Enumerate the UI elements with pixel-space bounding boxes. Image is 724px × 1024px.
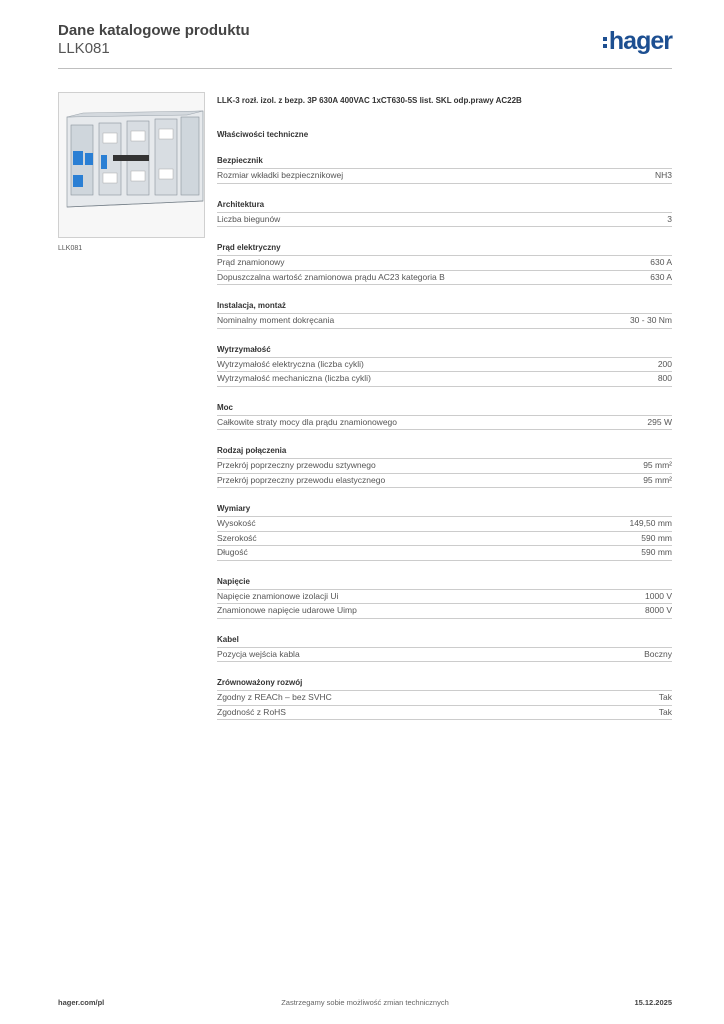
spec-group <box>217 243 672 285</box>
spec-group-title: Zrównoważony rozwój <box>217 678 672 691</box>
spec-row <box>217 474 672 489</box>
spec-label: Zgodność z RoHS <box>217 706 286 717</box>
spec-group <box>217 446 672 488</box>
spec-row <box>217 213 672 228</box>
spec-row <box>217 459 672 474</box>
spec-value: 630 A <box>650 257 672 267</box>
spec-group-title: Bezpiecznik <box>217 156 672 169</box>
logo-colon-icon <box>603 37 607 48</box>
spec-value: 200 <box>657 358 672 369</box>
spec-group-title: Prąd elektryczny <box>217 243 672 256</box>
spec-row <box>217 169 672 184</box>
spec-label: Napięcie znamionowe izolacji Ui <box>217 590 339 601</box>
properties-heading: Właściwości techniczne <box>217 130 309 139</box>
footer-website: hager.com/pl <box>58 998 105 1007</box>
spec-label: Pozycja wejścia kabla <box>217 648 300 659</box>
spec-value: 3 <box>667 213 672 224</box>
spec-row <box>217 648 672 663</box>
spec-row <box>217 416 672 431</box>
spec-group-title: Moc <box>217 403 672 416</box>
spec-row <box>217 314 672 329</box>
product-specs <box>217 96 672 720</box>
spec-row <box>217 691 672 706</box>
product-description: LLK-3 rozł. izol. z bezp. 3P 630A 400VAC 1xCT630-5S list. SKL odp.prawy AC22B <box>217 96 522 105</box>
spec-row <box>217 517 672 532</box>
document-title: Dane katalogowe produktu <box>58 22 250 39</box>
spec-value: 30 - 30 Nm <box>629 315 672 325</box>
spec-label: Przekrój poprzeczny przewodu sztywnego <box>217 460 376 470</box>
spec-row <box>217 546 672 561</box>
spec-label: Rozmiar wkładki bezpiecznikowej <box>217 170 344 180</box>
image-caption: LLK081 <box>58 245 83 252</box>
spec-label: Liczba biegunów <box>217 213 281 224</box>
spec-group <box>217 156 672 184</box>
spec-group-title: Kabel <box>217 635 672 648</box>
spec-value: 630 A <box>650 271 672 282</box>
spec-value: 95 mm² <box>643 474 672 485</box>
spec-value: 8000 V <box>645 605 672 615</box>
spec-group-title: Wytrzymałość <box>217 345 672 358</box>
spec-value: 149,50 mm <box>629 518 672 528</box>
spec-label: Prąd znamionowy <box>217 257 285 267</box>
product-code: LLK081 <box>58 40 110 57</box>
spec-group <box>217 577 672 619</box>
spec-group <box>217 504 672 561</box>
spec-row <box>217 271 672 286</box>
spec-label: Dopuszczalna wartość znamionowa prądu AC23 kategoria B <box>217 271 445 282</box>
spec-row <box>217 590 672 605</box>
footer-disclaimer: Zastrzegamy sobie możliwość zmian technicznych <box>281 998 449 1007</box>
spec-group <box>217 678 672 720</box>
spec-group-title: Wymiary <box>217 504 672 517</box>
spec-row <box>217 706 672 721</box>
spec-row <box>217 358 672 373</box>
spec-group <box>217 635 672 663</box>
spec-value: 295 W <box>647 416 672 427</box>
spec-value: NH3 <box>654 170 672 180</box>
spec-label: Wytrzymałość mechaniczna (liczba cykli) <box>217 373 371 383</box>
header-divider <box>58 68 672 69</box>
spec-group <box>217 200 672 228</box>
spec-group <box>217 403 672 431</box>
spec-value: Boczny <box>644 648 672 659</box>
spec-label: Nominalny moment dokręcania <box>217 315 335 325</box>
spec-group <box>217 345 672 387</box>
footer-date: 15.12.2025 <box>634 998 672 1007</box>
spec-value: 590 mm <box>641 547 672 557</box>
spec-row <box>217 256 672 271</box>
spec-label: Całkowite straty mocy dla prądu znamionowego <box>217 416 398 427</box>
hager-logo <box>603 28 672 54</box>
spec-group-title: Instalacja, montaż <box>217 301 672 314</box>
spec-label: Wysokość <box>217 518 256 528</box>
spec-label: Długość <box>217 547 248 557</box>
page-header <box>58 22 672 58</box>
spec-row <box>217 532 672 547</box>
spec-value: Tak <box>658 692 672 702</box>
spec-value: 95 mm² <box>643 460 672 470</box>
logo-text: hager <box>608 27 672 55</box>
spec-value: 800 <box>657 373 672 383</box>
spec-label: Wytrzymałość elektryczna (liczba cykli) <box>217 358 364 369</box>
fuse-switch-illustration <box>59 93 204 237</box>
spec-group-title: Architektura <box>217 200 672 213</box>
spec-label: Znamionowe napięcie udarowe Uimp <box>217 605 357 615</box>
spec-group-title: Napięcie <box>217 577 672 590</box>
spec-value: 590 mm <box>641 532 672 543</box>
spec-groups <box>217 156 672 720</box>
spec-group-title: Rodzaj połączenia <box>217 446 672 459</box>
spec-row <box>217 372 672 387</box>
spec-row <box>217 604 672 619</box>
spec-label: Przekrój poprzeczny przewodu elastycznego <box>217 474 386 485</box>
spec-value: 1000 V <box>645 590 672 601</box>
spec-label: Szerokość <box>217 532 257 543</box>
spec-group <box>217 301 672 329</box>
spec-label: Zgodny z REACh – bez SVHC <box>217 692 332 702</box>
product-image <box>58 92 205 238</box>
spec-value: Tak <box>658 706 672 717</box>
